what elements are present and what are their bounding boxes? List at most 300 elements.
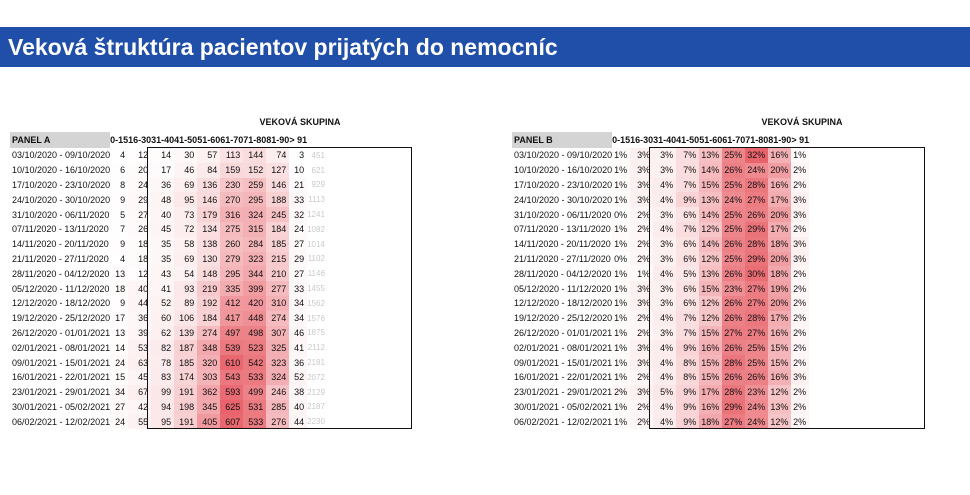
value-cell: 27	[289, 237, 307, 252]
value-cell: 310	[266, 296, 289, 311]
value-cell: 62	[151, 326, 174, 341]
value-cell: 2%	[630, 222, 653, 237]
value-cell: 1%	[612, 281, 630, 296]
value-cell: 3%	[653, 252, 676, 267]
date-range-cell: 06/02/2021 - 12/02/2021	[514, 416, 613, 427]
value-cell: 39	[128, 326, 151, 341]
value-cell: 95	[151, 414, 174, 429]
value-cell: 34	[289, 311, 307, 326]
value-cell: 36	[289, 355, 307, 370]
value-cell: 607	[220, 414, 243, 429]
date-range-cell: 30/01/2021 - 05/02/2021	[514, 401, 613, 412]
age-group-column-header: 16-30	[630, 135, 654, 145]
value-cell: 7%	[676, 178, 699, 193]
value-cell: 23%	[745, 385, 768, 400]
age-group-column-header: > 91	[791, 135, 810, 145]
value-cell: 4%	[653, 370, 676, 385]
value-cell: 7%	[676, 163, 699, 178]
value-cell: 25%	[722, 207, 745, 222]
age-group-column-header: 0-15	[612, 135, 631, 145]
value-cell: 29%	[745, 252, 768, 267]
value-cell: 2%	[612, 385, 630, 400]
value-cell: 2%	[630, 400, 653, 415]
row-total-cell: 2112	[307, 343, 325, 353]
table-row	[512, 192, 809, 207]
age-group-column-header: 41-50	[676, 135, 700, 145]
value-cell: 54	[174, 266, 197, 281]
value-cell: 148	[197, 266, 220, 281]
value-cell: 74	[266, 148, 289, 163]
table-row	[10, 311, 327, 326]
value-cell: 89	[174, 296, 197, 311]
value-cell: 185	[174, 355, 197, 370]
value-cell: 610	[220, 355, 243, 370]
value-cell: 73	[174, 207, 197, 222]
value-cell: 29%	[722, 400, 745, 415]
value-cell: 36	[128, 311, 151, 326]
date-range-cell: 10/10/2020 - 16/10/2020	[12, 165, 111, 176]
value-cell: 9%	[676, 400, 699, 415]
panel-b-table	[512, 132, 809, 429]
value-cell: 3%	[630, 355, 653, 370]
table-row	[512, 311, 809, 326]
value-cell: 1%	[612, 163, 630, 178]
value-cell: 3%	[653, 148, 676, 163]
value-cell: 4	[110, 252, 128, 267]
value-cell: 1%	[612, 237, 630, 252]
value-cell: 3%	[653, 326, 676, 341]
value-cell: 1%	[612, 148, 630, 163]
age-group-column-header: 61-70	[722, 135, 746, 145]
value-cell: 417	[220, 311, 243, 326]
value-cell: 593	[220, 385, 243, 400]
value-cell: 25%	[722, 178, 745, 193]
value-cell: 95	[174, 192, 197, 207]
date-range-cell: 07/11/2020 - 13/11/2020	[514, 224, 611, 235]
age-group-column-header: 71-80	[745, 135, 769, 145]
value-cell: 34	[110, 385, 128, 400]
value-cell: 16%	[699, 400, 722, 415]
date-range-cell: 24/10/2020 - 30/10/2020	[514, 194, 613, 205]
value-cell: 4%	[653, 400, 676, 415]
table-row	[512, 222, 809, 237]
value-cell: 24	[110, 355, 128, 370]
value-cell: 3%	[791, 370, 809, 385]
value-cell: 2%	[791, 296, 809, 311]
value-cell: 14	[110, 340, 128, 355]
value-cell: 48	[151, 192, 174, 207]
value-cell: 21	[289, 178, 307, 193]
value-cell: 26%	[745, 207, 768, 222]
value-cell: 24	[289, 222, 307, 237]
row-total-cell: 1014	[307, 239, 325, 249]
age-group-column-header: 71-80	[243, 135, 267, 145]
value-cell: 26%	[722, 296, 745, 311]
value-cell: 18	[128, 252, 151, 267]
value-cell: 17%	[768, 192, 791, 207]
value-cell: 44	[289, 414, 307, 429]
value-cell: 4	[110, 148, 128, 163]
value-cell: 25%	[722, 148, 745, 163]
date-range-cell: 31/10/2020 - 06/11/2020	[514, 209, 612, 220]
value-cell: 53	[128, 340, 151, 355]
row-total-cell: 1102	[307, 254, 325, 264]
row-total-cell: 1113	[308, 195, 325, 205]
value-cell: 55	[128, 414, 151, 429]
table-row	[10, 266, 327, 281]
value-cell: 26%	[722, 266, 745, 281]
value-cell: 13%	[699, 192, 722, 207]
value-cell: 9	[110, 192, 128, 207]
value-cell: 93	[174, 281, 197, 296]
value-cell: 15%	[699, 326, 722, 341]
row-total-cell: 1146	[307, 269, 325, 279]
value-cell: 15%	[768, 340, 791, 355]
value-cell: 27	[128, 207, 151, 222]
value-cell: 16%	[768, 370, 791, 385]
value-cell: 4%	[653, 178, 676, 193]
date-range-cell: 21/11/2020 - 27/11/2020	[514, 253, 611, 264]
value-cell: 20%	[768, 163, 791, 178]
date-range-cell: 09/01/2021 - 15/01/2021	[12, 357, 111, 368]
value-cell: 26	[128, 222, 151, 237]
value-cell: 136	[197, 178, 220, 193]
value-cell: 4%	[653, 355, 676, 370]
value-cell: 533	[243, 414, 266, 429]
panel-label: PANEL B	[512, 132, 612, 148]
value-cell: 4%	[653, 192, 676, 207]
value-cell: 41	[289, 340, 307, 355]
value-cell: 1%	[612, 178, 630, 193]
value-cell: 245	[266, 207, 289, 222]
value-cell: 20	[128, 163, 151, 178]
value-cell: 3%	[653, 163, 676, 178]
value-cell: 27%	[745, 296, 768, 311]
date-range-cell: 21/11/2020 - 27/11/2020	[12, 253, 109, 264]
age-group-header: VEKOVÁ SKUPINA	[761, 117, 843, 127]
value-cell: 144	[243, 148, 266, 163]
value-cell: 6%	[676, 252, 699, 267]
value-cell: 106	[174, 311, 197, 326]
value-cell: 1%	[612, 222, 630, 237]
table-row	[10, 414, 327, 429]
table-row	[10, 192, 327, 207]
value-cell: 1%	[612, 400, 630, 415]
value-cell: 362	[197, 385, 220, 400]
value-cell: 2%	[630, 207, 653, 222]
row-total-cell: 1455	[307, 284, 325, 294]
date-range-cell: 02/01/2021 - 08/01/2021	[12, 342, 111, 353]
date-range-cell: 14/11/2020 - 20/11/2020	[12, 239, 109, 250]
value-cell: 246	[266, 385, 289, 400]
value-cell: 497	[220, 326, 243, 341]
table-row	[10, 296, 327, 311]
row-total-cell: 621	[311, 165, 325, 175]
row-total-cell: 929	[311, 180, 325, 190]
value-cell: 9%	[676, 192, 699, 207]
date-range-cell: 19/12/2020 - 25/12/2020	[12, 313, 111, 324]
value-cell: 284	[243, 237, 266, 252]
value-cell: 3%	[630, 148, 653, 163]
age-group-header: VEKOVÁ SKUPINA	[259, 117, 341, 127]
date-range-cell: 10/10/2020 - 16/10/2020	[514, 165, 613, 176]
top-margin	[0, 0, 970, 27]
value-cell: 1%	[612, 266, 630, 281]
value-cell: 24%	[745, 414, 768, 429]
table-row	[512, 237, 809, 252]
value-cell: 270	[220, 192, 243, 207]
value-cell: 2%	[791, 222, 809, 237]
value-cell: 2%	[630, 237, 653, 252]
value-cell: 335	[220, 281, 243, 296]
value-cell: 17%	[699, 385, 722, 400]
value-cell: 448	[243, 311, 266, 326]
table-row	[10, 385, 327, 400]
age-group-column-header: 31-40	[653, 135, 677, 145]
table-row	[10, 163, 327, 178]
table-row	[512, 252, 809, 267]
value-cell: 14%	[699, 163, 722, 178]
value-cell: 3%	[653, 237, 676, 252]
value-cell: 6%	[676, 296, 699, 311]
value-cell: 9%	[676, 385, 699, 400]
value-cell: 3%	[630, 281, 653, 296]
value-cell: 2%	[791, 385, 809, 400]
value-cell: 2%	[630, 370, 653, 385]
row-total-cell: 1241	[307, 210, 325, 220]
panel-label: PANEL A	[10, 132, 110, 148]
total-column-header	[307, 132, 327, 148]
table-row	[10, 237, 327, 252]
value-cell: 5	[110, 207, 128, 222]
value-cell: 12%	[699, 252, 722, 267]
value-cell: 10	[289, 163, 307, 178]
table-row	[10, 326, 327, 341]
value-cell: 20%	[768, 296, 791, 311]
value-cell: 28%	[722, 385, 745, 400]
value-cell: 28%	[722, 355, 745, 370]
value-cell: 134	[197, 222, 220, 237]
value-cell: 3%	[630, 178, 653, 193]
value-cell: 1%	[630, 266, 653, 281]
value-cell: 40	[128, 281, 151, 296]
value-cell: 405	[197, 414, 220, 429]
value-cell: 44	[128, 296, 151, 311]
value-cell: 33	[289, 192, 307, 207]
value-cell: 24%	[745, 163, 768, 178]
value-cell: 152	[243, 163, 266, 178]
value-cell: 315	[243, 222, 266, 237]
value-cell: 15	[110, 370, 128, 385]
value-cell: 12%	[768, 414, 791, 429]
date-range-cell: 09/01/2021 - 15/01/2021	[514, 357, 613, 368]
value-cell: 40	[151, 207, 174, 222]
value-cell: 2%	[791, 414, 809, 429]
value-cell: 28%	[745, 311, 768, 326]
value-cell: 40	[289, 400, 307, 415]
date-range-cell: 17/10/2020 - 23/10/2020	[514, 179, 613, 190]
value-cell: 27	[110, 400, 128, 415]
value-cell: 3	[289, 148, 307, 163]
value-cell: 84	[197, 163, 220, 178]
value-cell: 188	[266, 192, 289, 207]
value-cell: 35	[151, 252, 174, 267]
value-cell: 275	[220, 222, 243, 237]
value-cell: 139	[174, 326, 197, 341]
value-cell: 38	[289, 385, 307, 400]
table-row	[512, 148, 809, 163]
value-cell: 32	[289, 207, 307, 222]
date-range-cell: 26/12/2020 - 01/01/2021	[514, 327, 613, 338]
value-cell: 30	[174, 148, 197, 163]
table-row	[512, 414, 809, 429]
value-cell: 498	[243, 326, 266, 341]
date-range-cell: 05/12/2020 - 11/12/2020	[12, 283, 110, 294]
value-cell: 146	[197, 192, 220, 207]
table-row	[512, 163, 809, 178]
value-cell: 9%	[676, 340, 699, 355]
age-group-column-header: 51-60	[197, 135, 221, 145]
value-cell: 1%	[612, 355, 630, 370]
value-cell: 6%	[676, 237, 699, 252]
value-cell: 2%	[791, 340, 809, 355]
value-cell: 45	[151, 222, 174, 237]
value-cell: 277	[266, 281, 289, 296]
value-cell: 9	[110, 237, 128, 252]
value-cell: 45	[128, 370, 151, 385]
value-cell: 184	[197, 311, 220, 326]
value-cell: 26%	[722, 370, 745, 385]
value-cell: 13%	[768, 400, 791, 415]
date-range-cell: 23/01/2021 - 29/01/2021	[12, 387, 111, 398]
age-group-column-header: 16-30	[128, 135, 152, 145]
value-cell: 58	[174, 237, 197, 252]
value-cell: 533	[243, 370, 266, 385]
value-cell: 2%	[630, 414, 653, 429]
value-cell: 78	[151, 355, 174, 370]
value-cell: 324	[243, 207, 266, 222]
value-cell: 320	[197, 355, 220, 370]
value-cell: 531	[243, 400, 266, 415]
value-cell: 179	[197, 207, 220, 222]
value-cell: 25%	[722, 222, 745, 237]
value-cell: 36	[151, 178, 174, 193]
value-cell: 18	[110, 281, 128, 296]
value-cell: 499	[243, 385, 266, 400]
value-cell: 130	[197, 252, 220, 267]
date-range-cell: 03/10/2020 - 09/10/2020	[12, 150, 111, 161]
value-cell: 303	[197, 370, 220, 385]
value-cell: 420	[243, 296, 266, 311]
age-group-column-header: 81-90	[266, 135, 290, 145]
value-cell: 316	[220, 207, 243, 222]
row-total-cell: 1562	[307, 298, 325, 308]
date-range-cell: 28/11/2020 - 04/12/2020	[12, 268, 110, 279]
date-range-cell: 14/11/2020 - 20/11/2020	[514, 239, 611, 250]
date-range-cell: 30/01/2021 - 05/02/2021	[12, 401, 111, 412]
value-cell: 2%	[791, 163, 809, 178]
value-cell: 2%	[791, 326, 809, 341]
value-cell: 25%	[745, 340, 768, 355]
value-cell: 29	[289, 252, 307, 267]
value-cell: 159	[220, 163, 243, 178]
value-cell: 1%	[612, 414, 630, 429]
row-total-cell: 2072	[307, 372, 325, 382]
value-cell: 344	[243, 266, 266, 281]
value-cell: 12%	[699, 311, 722, 326]
value-cell: 6	[110, 163, 128, 178]
table-row	[512, 178, 809, 193]
value-cell: 539	[220, 340, 243, 355]
value-cell: 35	[151, 237, 174, 252]
value-cell: 27%	[722, 414, 745, 429]
value-cell: 2%	[791, 178, 809, 193]
table-row	[10, 178, 327, 193]
value-cell: 12	[128, 148, 151, 163]
value-cell: 41	[151, 281, 174, 296]
value-cell: 324	[266, 370, 289, 385]
value-cell: 5%	[653, 385, 676, 400]
date-range-cell: 06/02/2021 - 12/02/2021	[12, 416, 111, 427]
value-cell: 43	[151, 266, 174, 281]
value-cell: 2%	[791, 281, 809, 296]
value-cell: 1%	[612, 326, 630, 341]
value-cell: 2%	[791, 400, 809, 415]
row-total-cell: 2181	[307, 358, 325, 368]
value-cell: 192	[197, 296, 220, 311]
value-cell: 26%	[745, 370, 768, 385]
value-cell: 2%	[791, 355, 809, 370]
value-cell: 27%	[745, 192, 768, 207]
value-cell: 274	[197, 326, 220, 341]
value-cell: 99	[151, 385, 174, 400]
row-total-cell: 2230	[307, 417, 325, 427]
date-range-cell: 03/10/2020 - 09/10/2020	[514, 150, 613, 161]
value-cell: 17%	[768, 311, 791, 326]
table-row	[10, 370, 327, 385]
value-cell: 46	[174, 163, 197, 178]
value-cell: 67	[128, 385, 151, 400]
value-cell: 7	[110, 222, 128, 237]
value-cell: 8	[110, 178, 128, 193]
value-cell: 295	[220, 266, 243, 281]
value-cell: 3%	[653, 207, 676, 222]
value-cell: 523	[243, 340, 266, 355]
value-cell: 9%	[676, 414, 699, 429]
table-row	[512, 207, 809, 222]
value-cell: 543	[220, 370, 243, 385]
page-title: Veková štruktúra pacientov prijatých do nemocníc	[0, 27, 970, 67]
table-row	[10, 355, 327, 370]
value-cell: 27%	[745, 281, 768, 296]
date-range-cell: 26/12/2020 - 01/01/2021	[12, 327, 111, 338]
table-row	[10, 340, 327, 355]
value-cell: 24	[110, 414, 128, 429]
value-cell: 279	[220, 252, 243, 267]
value-cell: 6%	[676, 207, 699, 222]
value-cell: 15%	[699, 178, 722, 193]
value-cell: 26%	[722, 340, 745, 355]
value-cell: 1%	[612, 192, 630, 207]
value-cell: 113	[220, 148, 243, 163]
value-cell: 25%	[722, 252, 745, 267]
age-group-column-header: 31-40	[151, 135, 175, 145]
value-cell: 2%	[630, 326, 653, 341]
value-cell: 4%	[653, 414, 676, 429]
panel-a-table	[10, 132, 327, 429]
value-cell: 14%	[699, 237, 722, 252]
table-row	[512, 326, 809, 341]
